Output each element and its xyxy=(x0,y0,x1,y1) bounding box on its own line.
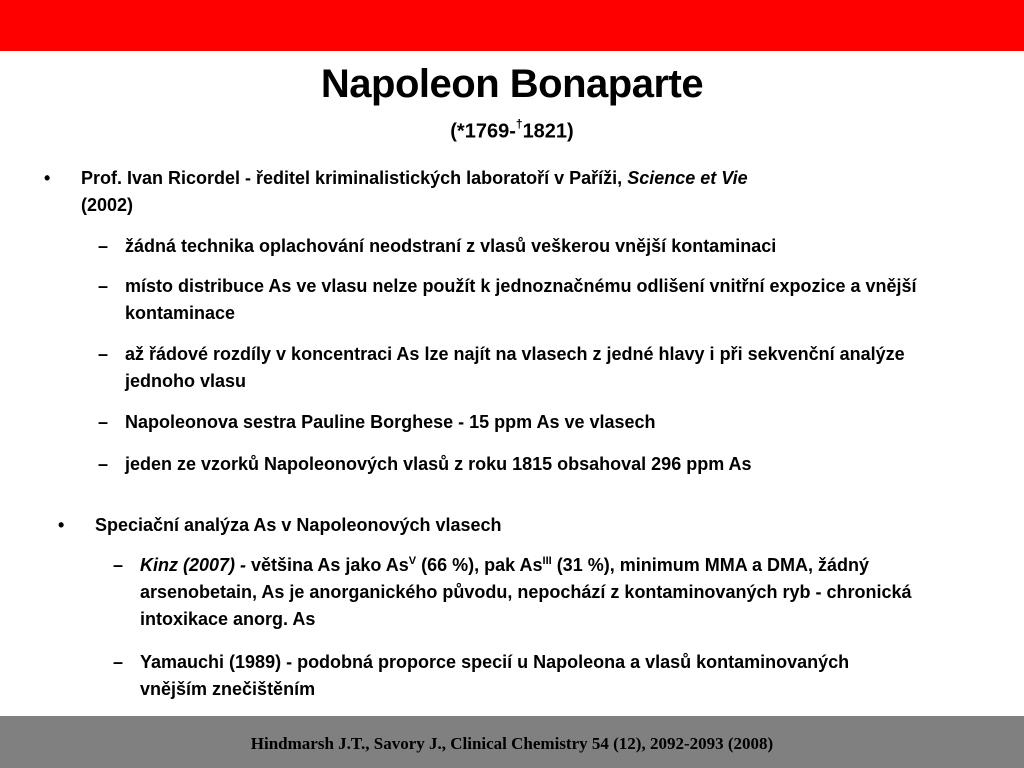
kinz-part3: (31 %), minimum MMA a DMA, žádný arsenobetain, As je anorganického původu, nepochází z kontaminovaných ryb - chronická intoxikace anorg. As xyxy=(140,555,912,629)
yamauchi-text: Yamauchi (1989) - podobná proporce specií u Napoleona a vlasů kontaminovaných vnějším znečištěním xyxy=(140,652,850,699)
sub-item-text: místo distribuce As ve vlasu nelze použít k jednoznačnému odlišení vnitřní expozice a vnější kontaminace xyxy=(125,276,917,323)
sub-item xyxy=(98,409,958,436)
dash-marker: – xyxy=(98,236,109,256)
dash-marker: – xyxy=(113,555,124,575)
kinz-text xyxy=(140,552,933,633)
bullet-text: Speciační analýza As v Napoleonových vlasech xyxy=(95,515,502,535)
dash-marker: – xyxy=(98,412,109,432)
oxidation-state-iii: III xyxy=(542,555,552,567)
bullet-text xyxy=(81,165,944,219)
kinz-citation: Kinz (2007) - xyxy=(140,555,247,575)
bullet-marker: • xyxy=(58,515,65,535)
bullet-marker: • xyxy=(44,168,51,188)
bullet-item-speciation xyxy=(58,512,958,539)
footer-citation: Hindmarsh J.T., Savory J., Clinical Chemistry 54 (12), 2092-2093 (2008) xyxy=(250,734,774,753)
sub-item xyxy=(98,273,958,327)
sub-item-text: Napoleonova sestra Pauline Borghese - 15 ppm As ve vlasech xyxy=(125,412,656,432)
subtitle-birth: (*1769- xyxy=(450,120,516,143)
bullet-item-ricordel xyxy=(44,165,944,219)
sub-item xyxy=(98,451,998,478)
dash-marker: – xyxy=(98,276,109,296)
dash-marker: – xyxy=(98,454,109,474)
subtitle-death: 1821) xyxy=(522,120,574,143)
kinz-part1: většina As jako As xyxy=(246,555,409,575)
sub-item-text: žádná technika oplachování neodstraní z vlasů veškerou vnější kontaminaci xyxy=(125,236,777,256)
sub-item-text: až řádové rozdíly v koncentraci As lze najít na vlasech z jedné hlavy i při sekvenční analýze jednoho vlasu xyxy=(125,344,905,391)
dagger-symbol: † xyxy=(515,117,523,131)
sub-item-text: jeden ze vzorků Napoleonových vlasů z roku 1815 obsahoval 296 ppm As xyxy=(125,454,752,474)
sub-item xyxy=(98,341,958,395)
sub-item xyxy=(98,233,958,260)
dash-marker: – xyxy=(98,344,109,364)
sub-item-yamauchi xyxy=(113,649,903,703)
dash-marker: – xyxy=(113,652,124,672)
oxidation-state-v: V xyxy=(408,555,417,567)
sub-item-kinz xyxy=(113,552,933,633)
slide-title: Napoleon Bonaparte xyxy=(320,62,704,106)
ricordel-text: Prof. Ivan Ricordel - ředitel kriminalistických laboratoří v Paříži, xyxy=(81,168,623,188)
science-et-vie: Science et Vie xyxy=(627,168,748,188)
kinz-part2: (66 %), pak As xyxy=(416,555,543,575)
ricordel-year: (2002) xyxy=(81,195,134,215)
